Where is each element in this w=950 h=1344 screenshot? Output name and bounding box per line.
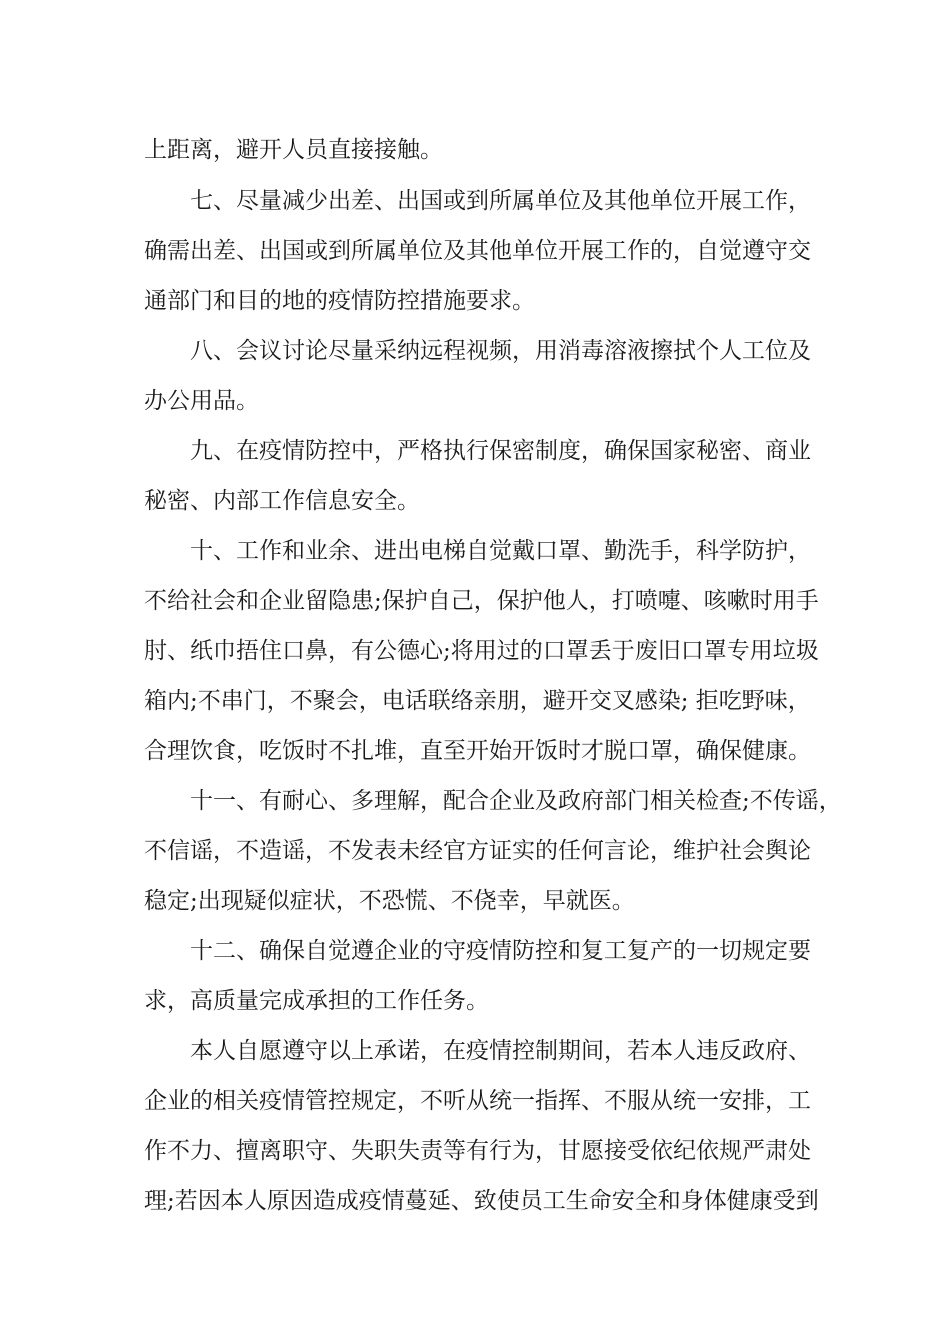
text-line: 十、工作和业余、进出电梯自觉戴口罩、勤洗手，科学防护， xyxy=(190,538,811,564)
text-line: 稳定;出现疑似症状，不恐慌、不侥幸，早就医。 xyxy=(144,888,635,914)
text-line: 办公用品。 xyxy=(144,388,259,414)
text-line: 企业的相关疫情管控规定，不听从统一指挥、不服从统一安排，工 xyxy=(144,1088,811,1114)
text-line: 十二、确保自觉遵企业的守疫情防控和复工复产的一切规定要 xyxy=(190,938,811,964)
text-line: 本人自愿遵守以上承诺，在疫情控制期间，若本人违反政府、 xyxy=(190,1038,811,1064)
text-line: 通部门和目的地的疫情防控措施要求。 xyxy=(144,288,535,314)
text-line: 不给社会和企业留隐患;保护自己，保护他人，打喷嚏、咳嗽时用手 xyxy=(144,588,819,614)
text-line: 不信谣，不造谣，不发表未经官方证实的任何言论，维护社会舆论 xyxy=(144,838,811,864)
text-line: 肘、纸巾捂住口鼻，有公德心;将用过的口罩丢于废旧口罩专用垃圾 xyxy=(144,638,819,664)
text-line: 求，高质量完成承担的工作任务。 xyxy=(144,988,489,1014)
text-line: 秘密、内部工作信息安全。 xyxy=(144,488,420,514)
text-line: 箱内;不串门，不聚会，电话联络亲朋，避开交叉感染; 拒吃野味， xyxy=(144,688,811,714)
text-line: 七、尽量减少出差、出国或到所属单位及其他单位开展工作， xyxy=(190,188,811,214)
text-line: 八、会议讨论尽量采纳远程视频，用消毒溶液擦拭个人工位及 xyxy=(190,338,811,364)
text-line: 上距离，避开人员直接接触。 xyxy=(144,137,443,163)
text-line: 十一、有耐心、多理解，配合企业及政府部门相关检查;不传谣， xyxy=(190,788,842,814)
text-line: 九、在疫情防控中，严格执行保密制度，确保国家秘密、商业 xyxy=(190,438,811,464)
text-line: 理;若因本人原因造成疫情蔓延、致使员工生命安全和身体健康受到 xyxy=(144,1188,819,1214)
text-line: 作不力、擅离职守、失职失责等有行为，甘愿接受依纪依规严肃处 xyxy=(144,1138,811,1164)
text-line: 确需出差、出国或到所属单位及其他单位开展工作的，自觉遵守交 xyxy=(144,238,811,264)
text-line: 合理饮食，吃饭时不扎堆，直至开始开饭时才脱口罩，确保健康。 xyxy=(144,738,811,764)
